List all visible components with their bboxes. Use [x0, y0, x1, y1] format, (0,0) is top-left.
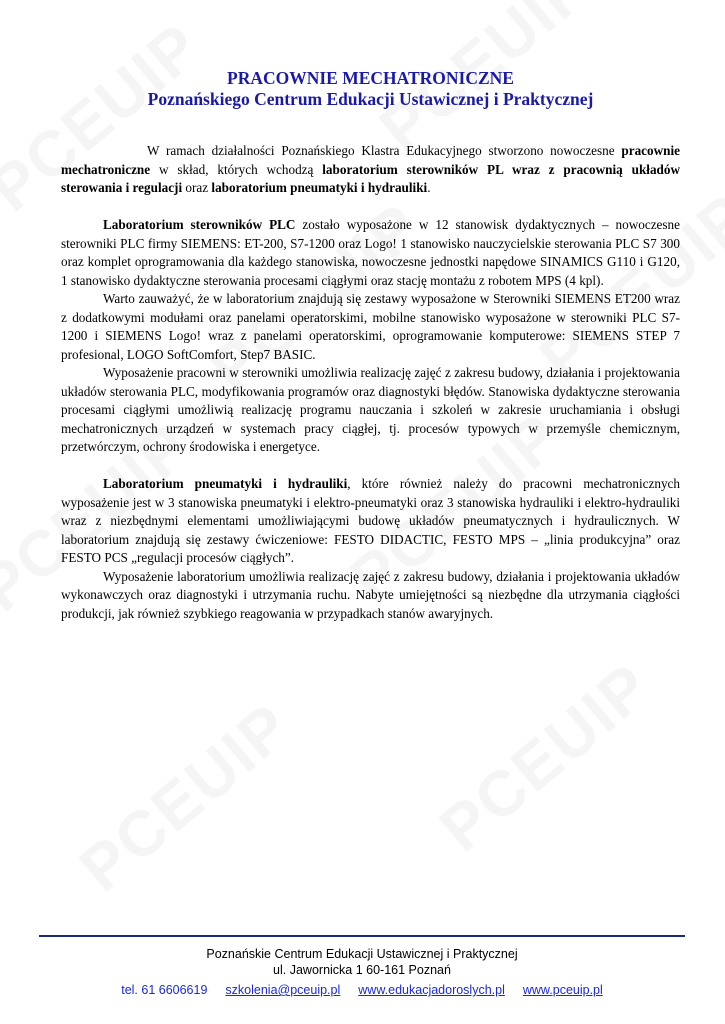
intro-text: oraz — [182, 180, 212, 195]
intro-text: w skład, których wchodzą — [150, 161, 323, 177]
footer — [39, 947, 685, 999]
footer-divider — [39, 935, 685, 937]
intro-bold: pracownie mechatroniczne — [61, 143, 680, 177]
intro-text: . — [427, 180, 431, 195]
plc-paragraph-3: Wyposażenie pracowni w sterowniki umożliwia realizację zajęć z zakresu budowy, działania i projektowania układów sterowania PLC, modyfikowania programów oraz diagnostyki błędów. Stanowiska dydaktyczne sterowania procesami ciągłymi umożliwią realizację programu nauczania i szkoleń w zakresie uruchamiania i obsługi mechatronicznych urządzeń w systemach pracy ciągłej, tj. procesów typowych w przemyśle chemicznym, przetwórczym, ochrony środowiska i energetyce. — [61, 365, 680, 454]
plc-paragraph-2: Warto zauważyć, że w laboratorium znajdują się zestawy wyposażone w Sterowniki SIEMENS ET200 wraz z dodatkowymi modułami oraz panelami operatorskimi, mobilne stanowisko wyposażone w sterowniki PLC S7-1200 i SIEMENS Logo! wraz z panelami operatorskimi, oprogramowanie komputerowe: SIEMENS STEP 7 profesional, LOGO SoftComfort, Step7 BASIC. — [61, 291, 680, 362]
intro-paragraph — [61, 142, 680, 198]
page-title: PRACOWNIE MECHATRONICZNE — [227, 68, 514, 88]
footer-org: Poznańskie Centrum Edukacji Ustawicznej i Praktycznej — [206, 947, 518, 961]
intro-text: W ramach działalności Poznańskiego Klastra Edukacyjnego stworzono nowoczesne — [147, 143, 622, 158]
intro-bold: laboratorium pneumatyki i hydrauliki — [211, 180, 428, 195]
footer-contacts — [39, 983, 685, 999]
plc-paragraph-1 — [61, 216, 680, 290]
pneu-paragraph-1 — [61, 475, 680, 568]
footer-email-link[interactable]: szkolenia@pceuip.pl — [225, 983, 341, 997]
pneu-text: , które również należy do pracowni mechatronicznych wyposażenie jest w 3 stanowiska pneumatyki i elektro-pneumatyki oraz 3 stanowiska hydrauliki i elektro-hydrauliki wraz z niezbędnymi elementami umożliwiającymi budowę układów pneumatycznych i hydraulicznych. W laboratorium znajdują się zestawy ćwiczeniowe: FESTO DIDACTIC, FESTO MPS – „linia produkcyjna” oraz FESTO PCS „regulacji procesów ciągłych”. — [61, 476, 680, 565]
page-subtitle: Poznańskiego Centrum Edukacji Ustawicznej i Praktycznej — [147, 89, 594, 109]
footer-site-link[interactable]: www.pceuip.pl — [522, 983, 603, 997]
footer-phone: tel. 61 6606619 — [121, 983, 208, 997]
footer-site-link[interactable]: www.edukacjadoroslych.pl — [358, 983, 505, 997]
watermark — [65, 688, 304, 906]
document-body — [61, 142, 680, 623]
plc-text: zostało wyposażone w 12 stanowisk dydaktycznych – nowoczesne sterowniki PLC firmy SIEMENS: ET-200, S7-1200 oraz Logo! 1 stanowisko nauczycielskie sterowania PLC S7 300 oraz komplet oprogramowania dla każdego stanowiska, nowoczesne jednostki napędowe SINAMICS G110 i G120, 1 stanowisko dydaktyczne sterowania procesami ciągłymi oraz stację montażu z robotem MPS (4 kpl). — [61, 217, 680, 288]
watermark — [425, 648, 664, 866]
plc-heading: Laboratorium sterowników PLC — [103, 217, 296, 232]
pneu-paragraph-2: Wyposażenie laboratorium umożliwia realizację zajęć z zakresu budowy, działania i projektowania układów wykonawczych oraz diagnostyki i utrzymania ruchu. Nabyte umiejętności są niezbędne dla utrzymania ciągłości produkcji, jak również szybkiego reagowania w przypadkach stanów awaryjnych. — [61, 568, 680, 621]
document-page — [61, 68, 680, 623]
intro-bold: laboratorium sterowników PL wraz z pracownią układów sterowania i regulacji — [61, 161, 680, 195]
footer-address: ul. Jawornicka 1 60-161 Poznań — [273, 962, 451, 977]
pneu-heading: Laboratorium pneumatyki i hydrauliki — [103, 476, 348, 491]
